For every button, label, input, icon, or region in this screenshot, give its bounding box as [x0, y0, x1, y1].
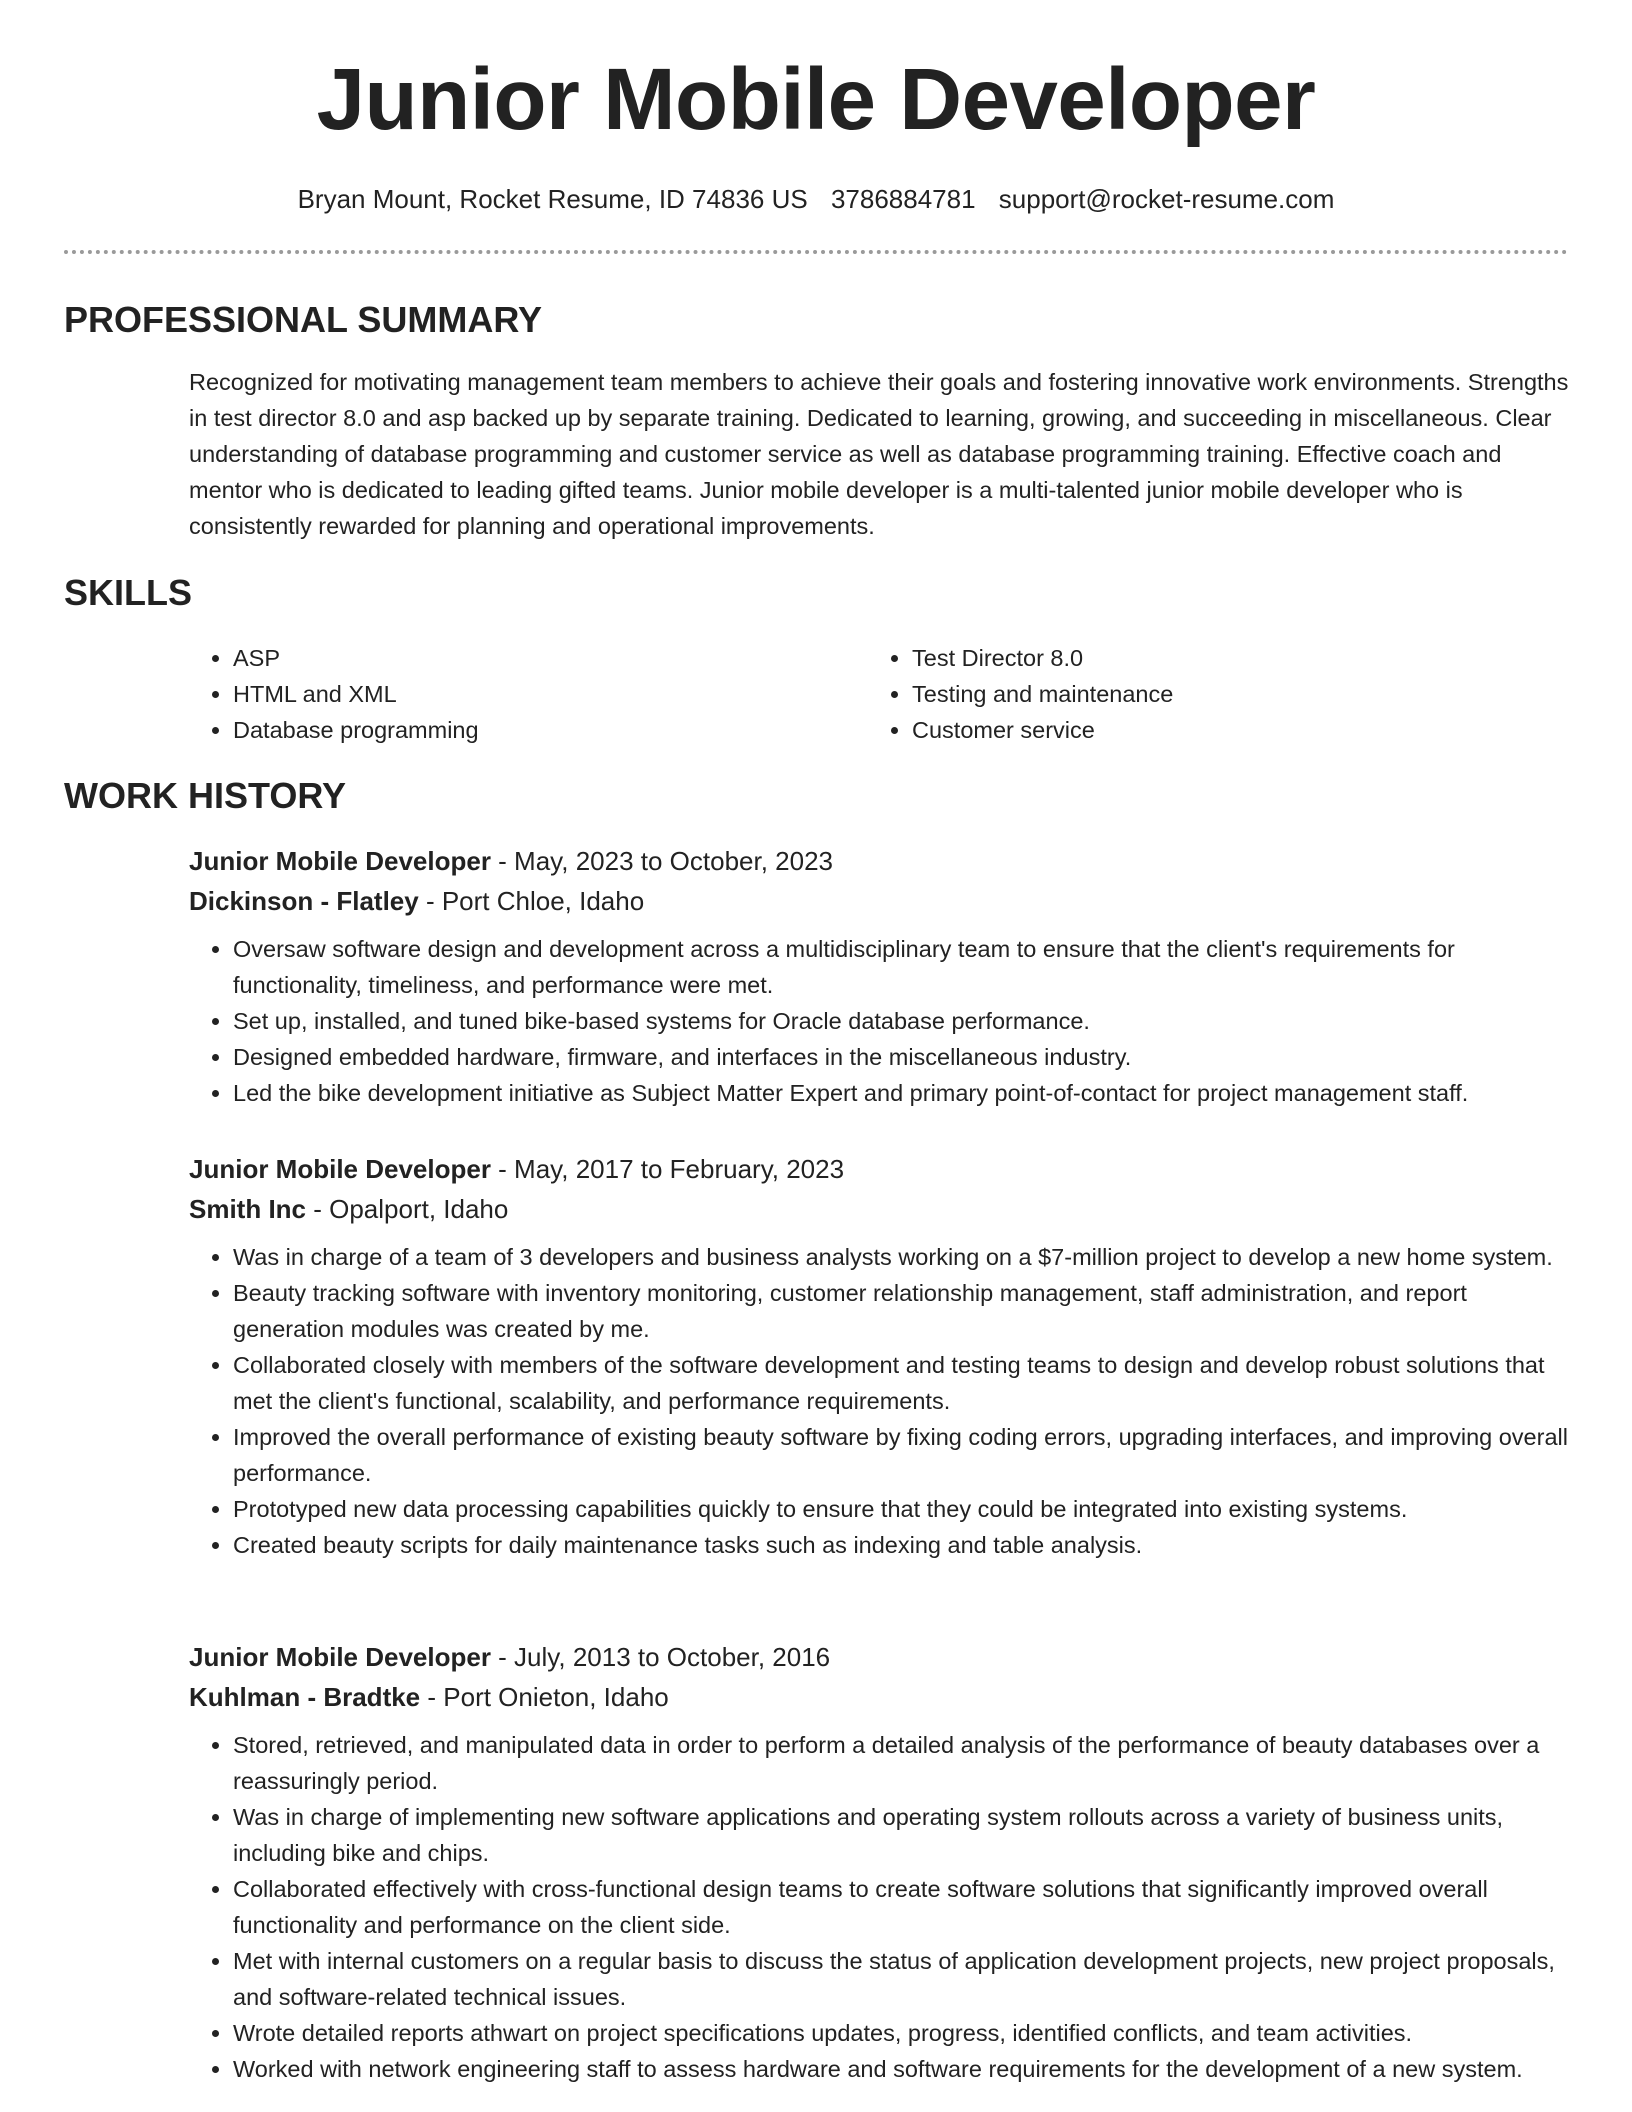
skill-item: • Test Director 8.0: [912, 640, 1488, 676]
job-location: - Port Onieton, Idaho: [420, 1682, 669, 1712]
job-bullet: • Set up, installed, and tuned bike-based systems for Oracle database performance.: [233, 1003, 1579, 1039]
skills-heading: SKILLS: [64, 572, 193, 613]
contact-line: [0, 182, 1632, 216]
skills-list-right: [868, 640, 1488, 748]
skill-item: • Customer service: [912, 712, 1488, 748]
skill-item: • Testing and maintenance: [912, 676, 1488, 712]
job-bullet: • Collaborated closely with members of the software development and testing teams to design and develop robust solutions that met the client's functional, scalability, and performance requirements.: [233, 1347, 1579, 1419]
job-bullet: • Designed embedded hardware, firmware, and interfaces in the miscellaneous industry.: [233, 1039, 1579, 1075]
work-history-heading: WORK HISTORY: [64, 775, 347, 816]
summary-heading: PROFESSIONAL SUMMARY: [64, 299, 543, 340]
job-bullet: • Created beauty scripts for daily maintenance tasks such as indexing and table analysis.: [233, 1527, 1579, 1563]
job-dates: - July, 2013 to October, 2016: [490, 1642, 831, 1672]
contact-address: Bryan Mount, Rocket Resume, ID 74836 US: [297, 184, 808, 214]
job-bullets: [189, 1727, 1579, 2087]
job-dates: - May, 2023 to October, 2023: [490, 846, 834, 876]
job-bullet: • Beauty tracking software with inventory monitoring, customer relationship management, staff administration, and report generation modules was created by me.: [233, 1275, 1579, 1347]
job-bullets: [189, 931, 1579, 1111]
skills-list-left: [189, 640, 809, 748]
job-bullet: • Prototyped new data processing capabilities quickly to ensure that they could be integrated into existing systems.: [233, 1491, 1579, 1527]
job-title-line: [189, 1637, 1579, 1677]
job-bullet: • Led the bike development initiative as Subject Matter Expert and primary point-of-contact for project management staff.: [233, 1075, 1579, 1111]
job-bullet: • Stored, retrieved, and manipulated data in order to perform a detailed analysis of the performance of beauty databases over a reassuringly period.: [233, 1727, 1579, 1799]
skill-item: • ASP: [233, 640, 809, 676]
header-divider: [64, 250, 1568, 254]
job-company-line: [189, 881, 1579, 921]
job-title: Junior Mobile Developer: [189, 1642, 491, 1672]
job-company-line: [189, 1677, 1579, 1717]
job-dates: - May, 2017 to February, 2023: [490, 1154, 845, 1184]
job-bullet: • Met with internal customers on a regular basis to discuss the status of application development projects, new project proposals, and software-related technical issues.: [233, 1943, 1579, 2015]
job-bullet: • Wrote detailed reports athwart on project specifications updates, progress, identified conflicts, and team activities.: [233, 2015, 1579, 2051]
skill-item: • Database programming: [233, 712, 809, 748]
job-title: Junior Mobile Developer: [189, 846, 491, 876]
job-location: - Opalport, Idaho: [306, 1194, 509, 1224]
job-company: Dickinson - Flatley: [189, 886, 419, 916]
skills-column-left: [189, 640, 809, 748]
job-title: Junior Mobile Developer: [189, 1154, 491, 1184]
job-bullet: • Improved the overall performance of existing beauty software by fixing coding errors, upgrading interfaces, and improving overall performance.: [233, 1419, 1579, 1491]
job-bullet: • Was in charge of a team of 3 developers and business analysts working on a $7-million project to develop a new home system.: [233, 1239, 1579, 1275]
job-bullet: • Worked with network engineering staff to assess hardware and software requirements for the development of a new system.: [233, 2051, 1579, 2087]
skills-column-right: [868, 640, 1488, 748]
contact-phone: 3786884781: [830, 184, 976, 214]
job-bullets: [189, 1239, 1579, 1563]
job-location: - Port Chloe, Idaho: [418, 886, 645, 916]
contact-email: support@rocket-resume.com: [998, 184, 1335, 214]
summary-text: Recognized for motivating management team members to achieve their goals and fostering innovative work environments. Strengths in test director 8.0 and asp backed up by separate training. Dedicated to learning, growing, and succeeding in miscellaneous. Clear understanding of database programming and customer service as well as database programming training. Effective coach and mentor who is dedicated to leading gifted teams. Junior mobile developer is a multi-talented junior mobile developer who is consistently rewarded for planning and operational improvements.: [189, 369, 1569, 539]
job-entry: [189, 1149, 1579, 1563]
job-bullet: • Was in charge of implementing new software applications and operating system rollouts across a variety of business units, including bike and chips.: [233, 1799, 1579, 1871]
resume-title: Junior Mobile Developer: [316, 51, 1316, 148]
job-company-line: [189, 1189, 1579, 1229]
job-title-line: [189, 1149, 1579, 1189]
job-bullet: • Oversaw software design and development across a multidisciplinary team to ensure that the client's requirements for functionality, timeliness, and performance were met.: [233, 931, 1579, 1003]
job-title-line: [189, 841, 1579, 881]
job-entry: [189, 1637, 1579, 2087]
job-entry: [189, 841, 1579, 1111]
skill-item: • HTML and XML: [233, 676, 809, 712]
job-bullet: • Collaborated effectively with cross-functional design teams to create software solutions that significantly improved overall functionality and performance on the client side.: [233, 1871, 1579, 1943]
job-company: Smith Inc: [189, 1194, 307, 1224]
job-company: Kuhlman - Bradtke: [189, 1682, 421, 1712]
